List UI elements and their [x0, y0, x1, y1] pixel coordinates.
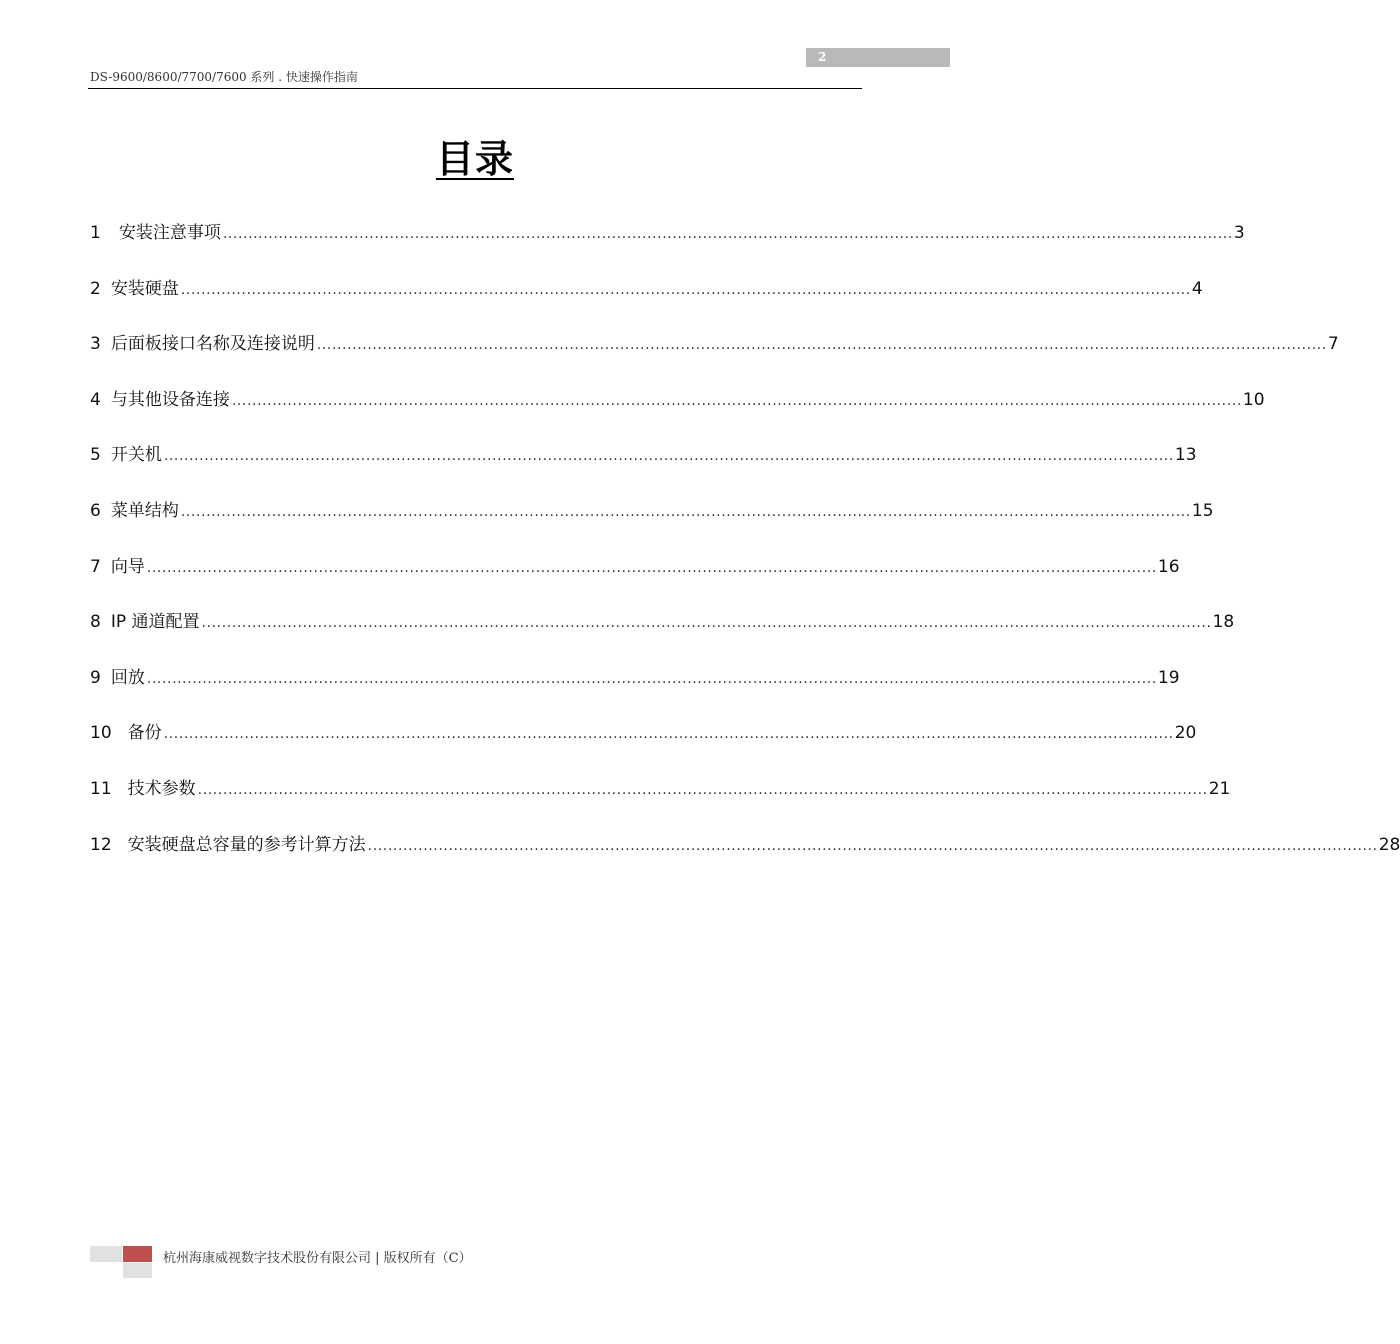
toc-entry-number: 2: [90, 278, 101, 299]
toc-entry-page: 15: [1191, 500, 1214, 521]
toc-entry-number: 12: [90, 834, 112, 855]
toc-entry-page: 21: [1208, 778, 1231, 799]
toc-entry-page: 18: [1212, 612, 1235, 633]
toc-entry-title: 后面板接口名称及连接说明: [110, 334, 315, 355]
toc-entry-title: 安装硬盘总容量的参考计算方法: [127, 834, 366, 855]
toc-entry[interactable]: [90, 830, 1400, 886]
toc-entry-number: 5: [90, 445, 101, 466]
toc-entry-title: 安装硬盘: [110, 278, 179, 299]
toc-entry-number: 4: [90, 389, 101, 410]
toc-entry[interactable]: [90, 218, 1245, 274]
toc-dot-leader: ........................................................................................................................................................................................................: [231, 392, 1242, 409]
toc-entry-page: 3: [1233, 223, 1245, 243]
footer-copyright: 杭州海康威视数字技术股份有限公司 | 版权所有（C）: [163, 1251, 472, 1266]
toc-dot-leader: ........................................................................................................................................................................................................: [201, 615, 1212, 632]
toc-dot-leader: ........................................................................................................................................................................................................: [222, 226, 1233, 242]
toc-entry[interactable]: [90, 663, 1180, 719]
toc-entry-number: 8: [90, 612, 101, 633]
toc-dot-leader: ........................................................................................................................................................................................................: [180, 281, 1191, 298]
toc-entry-title: 开关机: [110, 445, 162, 466]
toc-entry-page: 7: [1327, 334, 1339, 355]
toc-entry-number: 10: [90, 723, 112, 744]
toc-entry-number: 9: [90, 667, 101, 688]
toc-entry[interactable]: [90, 496, 1214, 552]
toc-dot-leader: ........................................................................................................................................................................................................: [146, 670, 1157, 687]
toc-entry-title: 向导: [110, 556, 145, 577]
page-number: 2: [818, 50, 827, 64]
toc-entry-page: 13: [1174, 445, 1197, 466]
footer-block-gray: [123, 1263, 152, 1278]
toc-entry[interactable]: [90, 385, 1265, 441]
toc-dot-leader: ........................................................................................................................................................................................................: [146, 559, 1157, 576]
toc-entry-number: 1: [90, 223, 101, 243]
toc-entry[interactable]: [90, 718, 1197, 774]
toc-entry-title: 与其他设备连接: [110, 389, 230, 410]
toc-dot-leader: ........................................................................................................................................................................................................: [316, 337, 1327, 354]
page-number-tab: [806, 48, 950, 67]
toc-entry-title: 备份: [127, 723, 162, 744]
toc-entry-number: 6: [90, 500, 101, 521]
toc-entry-title: 菜单结构: [110, 500, 179, 521]
footer-block-gray: [90, 1246, 122, 1262]
toc-entry-page: 4: [1191, 278, 1203, 299]
header-divider: [88, 88, 862, 89]
toc-entry-page: 16: [1157, 556, 1180, 577]
toc-entry-number: 3: [90, 334, 101, 355]
toc-entry-page: 10: [1242, 389, 1265, 410]
toc-dot-leader: ........................................................................................................................................................................................................: [197, 781, 1208, 798]
toc-entry[interactable]: [90, 274, 1203, 330]
table-of-contents: [90, 218, 1400, 885]
toc-dot-leader: ........................................................................................................................................................................................................: [163, 448, 1174, 465]
toc-entry[interactable]: [90, 329, 1339, 385]
toc-dot-leader: ........................................................................................................................................................................................................: [180, 503, 1191, 520]
toc-entry[interactable]: [90, 440, 1197, 496]
toc-entry[interactable]: [90, 552, 1180, 608]
toc-entry-title: IP 通道配置: [110, 612, 200, 633]
toc-entry-page: 28: [1378, 834, 1400, 855]
toc-entry[interactable]: [90, 607, 1235, 663]
toc-entry-page: 19: [1157, 667, 1180, 688]
footer-block-accent: [123, 1246, 152, 1262]
toc-dot-leader: ........................................................................................................................................................................................................: [163, 726, 1174, 743]
toc-entry-title: 回放: [110, 667, 145, 688]
page-title: 目录: [435, 137, 514, 181]
running-header: DS-9600/8600/7700/7600 系列 . 快速操作指南: [90, 70, 358, 84]
toc-entry-page: 20: [1174, 723, 1197, 744]
toc-entry-number: 11: [90, 778, 112, 799]
toc-dot-leader: ........................................................................................................................................................................................................: [367, 837, 1378, 854]
toc-entry[interactable]: [90, 774, 1231, 830]
toc-entry-title: 技术参数: [127, 778, 196, 799]
toc-entry-title: 安装注意事项: [118, 223, 221, 243]
toc-entry-number: 7: [90, 556, 101, 577]
